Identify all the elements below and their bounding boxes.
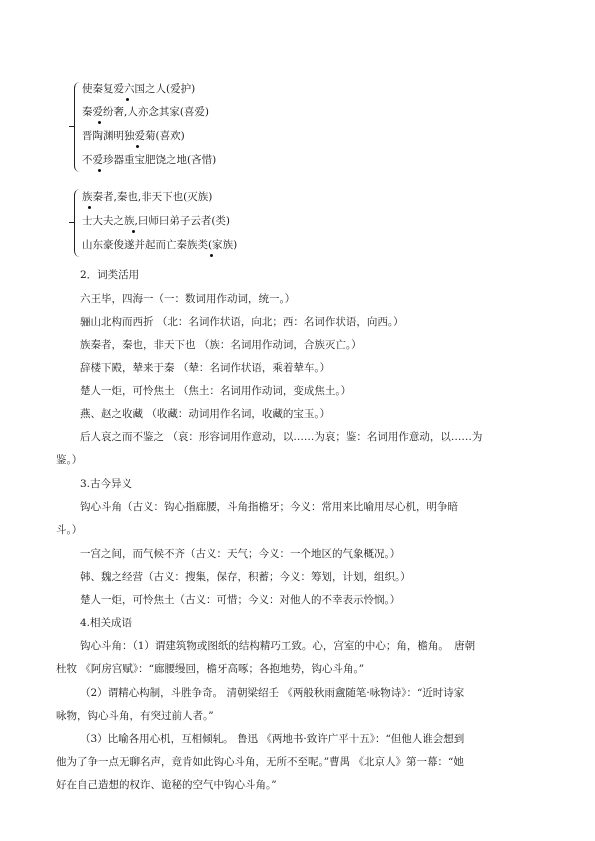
emphasis-dot xyxy=(98,121,101,124)
example-line: 族秦者,秦也,非天下也(灭族) xyxy=(82,191,213,203)
list-item: 楚人一炬，可怜焦土 （焦土：名词用作动词，变成焦土。） xyxy=(80,385,352,397)
list-item-continuation: 鉴。） xyxy=(56,454,83,466)
example-line: 士大夫之族,曰师曰弟子云者(类) xyxy=(82,215,231,227)
list-item: 一宫之间，而气候不齐（古义：天气；今义：一个地区的气象概况。） xyxy=(80,548,401,560)
paragraph-line: （2）谓精心构制，斗胜争奇。 清朝梁绍壬 《两般秋雨盦随笔·咏物诗》：“近时诗家 xyxy=(80,687,465,699)
emphasis-dot xyxy=(98,169,101,172)
list-item: 六王毕，四海一（一：数词用作动词，统一。） xyxy=(80,293,296,305)
example-line: 使秦复爱六国之人(爱护) xyxy=(82,83,196,95)
emphasis-dot xyxy=(132,230,135,233)
list-item: 辞楼下殿，辇来于秦 （辇：名词作状语，乘着辇车。） xyxy=(80,362,331,374)
paragraph-line: 钩心斗角：（1）谓建筑物或图纸的结构精巧工致。心，宫室的中心；角，檐角。 唐朝 xyxy=(80,640,476,652)
section-heading: 3.古今异义 xyxy=(80,478,133,490)
paragraph-line: （3）比喻各用心机，互相倾轧。 鲁迅 《两地书·致许广平十五》：“但他人谁会想到 xyxy=(80,733,465,745)
list-item-continuation: 斗。） xyxy=(56,524,83,536)
list-item: 后人哀之而不鉴之 （哀：形容词用作意动，以……为哀；鉴：名词用作意动，以……为 xyxy=(80,431,483,443)
paragraph-line: 杜牧 《阿房宫赋》：“廊腰缦回，檐牙高啄；各抱地势，钩心斗角。” xyxy=(56,663,365,675)
example-line: 秦爱纷奢,人亦念其家(喜爱) xyxy=(82,106,210,118)
emphasis-dot xyxy=(136,145,139,148)
list-item: 韩、魏之经营（古义：搜集，保存，积蓄；今义：筹划，计划，组织。） xyxy=(80,571,411,583)
paragraph-line: 好在自己造想的权诈、诡秘的空气中钩心斗角。” xyxy=(56,779,277,791)
example-line: 山东豪俊遂并起而亡秦族类(家族) xyxy=(82,239,238,251)
list-item: 族秦者，秦也，非天下也 （族：名词用作动词，合族灭亡。） xyxy=(80,339,362,351)
list-item: 楚人一炬，可怜焦土（古义：可惜；今义：对他人的不幸表示怜悯。） xyxy=(80,594,401,606)
list-item: 钩心斗角（古义：钩心指廊腰，斗角指檐牙；今义：常用来比喻用尽心机，明争暗 xyxy=(80,501,458,513)
list-item: 燕、赵之收藏 （收藏：动词用作名词，收藏的宝玉。） xyxy=(80,408,331,420)
section-heading: 4.相关成语 xyxy=(80,617,133,629)
paragraph-line: 他为了争一点无聊名声，竟肯如此钩心斗角，无所不至呢。”曹禺 《北京人》第一幕：“她 xyxy=(56,756,464,768)
section-heading: 2．词类活用 xyxy=(80,269,140,281)
example-line: 不爱珍器重宝肥饶之地(吝惜) xyxy=(82,154,217,166)
emphasis-dot xyxy=(88,206,91,209)
emphasis-dot xyxy=(126,98,129,101)
paragraph-line: 咏物，钩心斗角，有突过前人者。” xyxy=(56,710,214,722)
example-line: 晋陶渊明独爱菊(喜欢) xyxy=(82,130,185,142)
list-item: 骊山北构而西折 （北：名词作状语，向北；西：名词作状语，向西。） xyxy=(80,316,404,328)
emphasis-dot xyxy=(210,254,213,257)
